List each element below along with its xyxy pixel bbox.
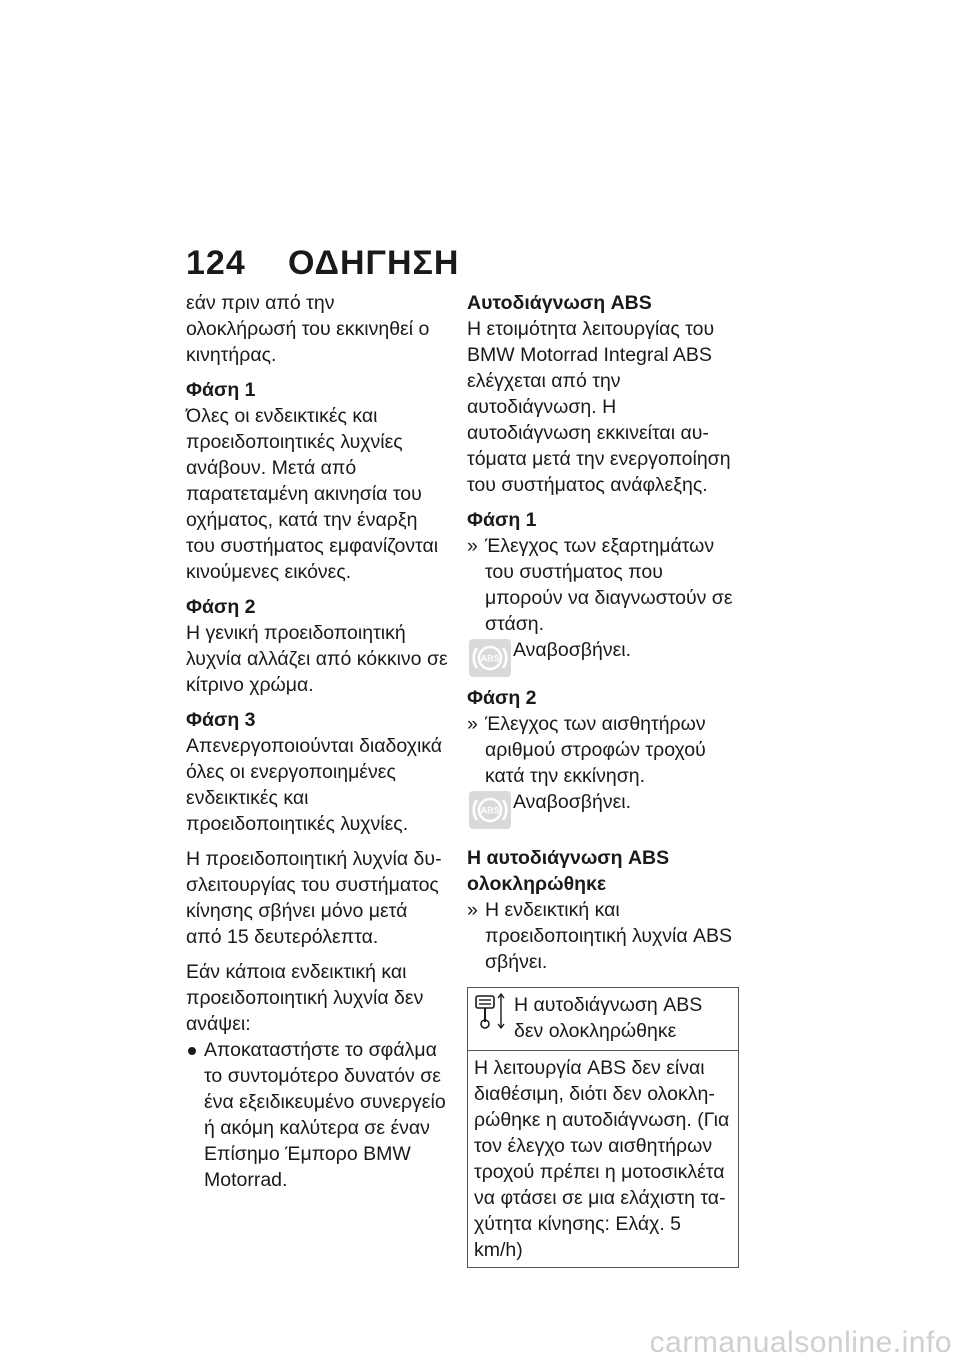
svg-text:ABS: ABS	[480, 653, 500, 664]
phase3-heading: Φάση 3	[186, 709, 256, 731]
abs-warning-icon	[469, 639, 511, 677]
phase1-heading: Φάση 1	[186, 379, 256, 401]
abs-phase1-heading: Φάση 1	[467, 509, 537, 531]
abs-incomplete-header	[468, 988, 738, 1051]
bullet-dot-icon	[188, 1047, 196, 1055]
abs-incomplete-title: Η αυτοδιάγνωση ABS δεν ολοκληρώθηκε	[514, 994, 703, 1042]
phase2-section	[186, 594, 448, 698]
watermark: carmanualsonline.info	[649, 1326, 952, 1359]
page-number: 124	[186, 244, 246, 282]
abs-phase1-text: Έλεγχος των εξαρτημάτων του συστήματος που μπορούν να διαγνωστούν σε στάση.	[485, 535, 733, 635]
phase3-section	[186, 707, 448, 837]
abs-phase2-indicator	[467, 789, 739, 829]
svg-text:ABS: ABS	[480, 805, 500, 816]
abs-selftest-text: Η ετοιμότητα λειτουργίας του BMW Motorrad Integral ABS ελέγχεται από την αυτοδιάγνωση. Η αυτοδιάγνωση εκκινείται αυτόματα μετά την ενεργοποίηση του συστήματος ανάφλεξης.	[467, 318, 731, 496]
phase2-heading: Φάση 2	[186, 596, 256, 618]
abs-done-text: Η ενδεικτική και προειδοποιητική λυχνία ABS σβήνει.	[485, 899, 733, 973]
abs-done-heading: Η αυτοδιάγνωση ABS ολοκληρώθηκε	[467, 847, 670, 895]
abs-incomplete-box	[467, 987, 739, 1268]
abs-phase2-heading: Φάση 2	[467, 687, 537, 709]
abs-phase1-item	[467, 533, 739, 637]
phase1-text: Όλες οι ενδεικτικές και προειδοποιητικές λυχνίες ανάβουν. Μετά από παρατεταμένη ακινησία του οχήματος, κατά την έναρξη του συστήματος εμφανίζονται κινούμενες εικόνες.	[186, 405, 439, 583]
arrow-marker: »	[467, 899, 478, 921]
abs-done-item	[467, 897, 739, 975]
abs-selftest-heading: Αυτοδιάγνωση ABS	[467, 292, 652, 314]
lamp-failure-paragraph: Εάν κάποια ενδεικτική και προειδοποιητική λυχνία δεν ανάψει:	[186, 961, 424, 1035]
bullet-item	[186, 1037, 448, 1193]
right-column	[467, 290, 739, 1268]
intro-text: εάν πριν από την ολοκλήρωσή του εκκινηθεί ο κινητήρας.	[186, 292, 430, 366]
abs-warning-icon	[469, 791, 511, 829]
arrow-marker: »	[467, 535, 478, 557]
abs-phase1-indicator	[467, 637, 739, 677]
warning-lamp-paragraph: Η προειδοποιητική λυχνία δυσλειτουργίας του συστήματος κίνησης σβήνει μόνο μετά από 15 δευτερόλεπτα.	[186, 848, 442, 948]
phase1-section	[186, 377, 448, 585]
phase2-text: Η γενική προειδοποιητική λυχνία αλλάζει από κόκκινο σε κίτρινο χρώμα.	[186, 622, 448, 696]
abs-phase2-item	[467, 711, 739, 789]
abs-phase2-text: Έλεγχος των αισθητήρων αριθμού στροφών τροχού κατά την εκκίνηση.	[485, 713, 706, 787]
abs-incomplete-text: Η λειτουργία ABS δεν είναι διαθέσιμη, διότι δεν ολοκληρώθηκε η αυτοδιάγνωση. (Για τον έλεγχο των αισθητήρων τροχού πρέπει η μοτοσικλέτα να φτάσει σε μια ελάχιστη ταχύτητα κίνησης: Ελάχ. 5 km/h)	[474, 1057, 730, 1261]
abs-phase2-status: Αναβοσβήνει.	[513, 791, 632, 813]
phase3-text: Απενεργοποιούνται διαδοχικά όλες οι ενεργοποιημένες ενδεικτικές και προειδοποιητικές λυχνίες.	[186, 735, 443, 835]
page-title: ΟΔΗΓΗΣΗ	[288, 244, 460, 282]
bullet-text: Αποκαταστήστε το σφάλμα το συντομότερο δυνατόν σε ένα εξειδικευμένο συνεργείο ή ακόμη καλύτερα σε έναν Επίσημο Έμπορο BMW Motorrad.	[204, 1039, 446, 1191]
left-column	[186, 290, 448, 1193]
wheel-sensor-icon	[474, 992, 514, 1044]
abs-phase1-status: Αναβοσβήνει.	[513, 639, 632, 661]
page-header	[186, 244, 459, 283]
arrow-marker: »	[467, 713, 478, 735]
